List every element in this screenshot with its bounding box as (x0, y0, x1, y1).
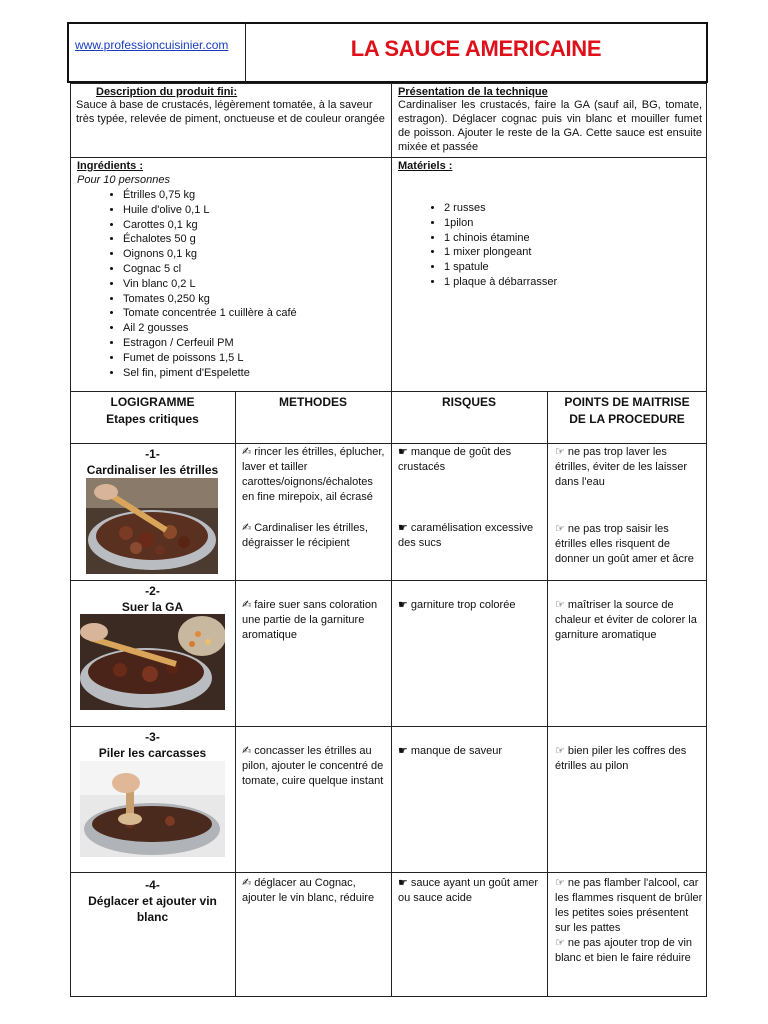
ingredient-item: • Cognac 5 cl (123, 262, 377, 277)
materiel-item: • 2 russes (444, 201, 698, 216)
pointing-hand-icon: ☛ (398, 521, 408, 534)
step-4-maitrise-b: ☞ ne pas ajouter trop de vin blanc et bien le faire réduire (555, 936, 693, 964)
ingredient-item: • Estragon / Cerfeuil PM (123, 336, 377, 351)
pan-illustration (80, 614, 225, 710)
page-title: LA SAUCE AMERICAINE (350, 36, 602, 61)
website-link[interactable]: www.professioncuisinier.com (75, 38, 229, 52)
step-1-header (70, 446, 235, 478)
pan-illustration (80, 761, 225, 857)
description-text: Sauce à base de crustacés, légèrement tomatée, à la saveur très typée, relevée de piment, onctueuse et de couleur orangée (76, 99, 385, 125)
writing-hand-icon: ✍ (242, 876, 252, 889)
step-2-photo (80, 614, 225, 710)
materiels-label: Matériels : (398, 160, 453, 172)
pan-illustration (86, 478, 218, 574)
step-3-methode-a: ✍ concasser les étrilles au pilon, ajouter le concentré de tomate, cuire quelque instant (242, 744, 384, 787)
col-header-maitrise (547, 394, 707, 428)
step-3-photo (80, 761, 225, 857)
ingredient-item: • Oignons 0,1 kg (123, 247, 377, 262)
materiel-item: • 1pilon (444, 216, 698, 231)
step-col-divider-3 (547, 443, 548, 997)
col-header-logigramme-line1: LOGIGRAMME (110, 395, 195, 409)
step-4-title: Déglacer et ajouter vin blanc (88, 894, 217, 924)
step-4-header (70, 877, 235, 925)
col-header-logigramme (70, 394, 235, 428)
ingredient-item: • Tomate concentrée 1 cuillère à café (123, 306, 377, 321)
pointing-hand-icon: ☛ (398, 876, 408, 889)
step-1-methode-b: ✍ Cardinaliser les étrilles, dégraisser le récipient (242, 521, 368, 549)
step-4-number: -4- (145, 878, 160, 892)
pointing-hand-outline-icon: ☞ (555, 522, 565, 535)
col-header-maitrise-line2: DE LA PROCEDURE (569, 412, 685, 426)
writing-hand-icon: ✍ (242, 744, 252, 757)
step-1-photo (86, 478, 218, 574)
step-1-risque-a: ☛ manque de goût des crustacés (398, 445, 512, 473)
presentation-label: Présentation de la technique (398, 86, 548, 98)
writing-hand-icon: ✍ (242, 598, 252, 611)
step-2-risque-a: ☛ garniture trop colorée (398, 598, 516, 611)
row-divider-2 (70, 726, 707, 727)
step-3-header (70, 729, 235, 761)
ingredient-item: • Sel fin, piment d'Espelette (123, 366, 377, 381)
step-2-title: Suer la GA (121, 600, 184, 614)
step-1-methode-a: ✍ rincer les étrilles, éplucher, laver et tailler carottes/oignons/échalotes en fine mirepoix, ail écrasé (242, 445, 385, 503)
col-header-logigramme-line2: Etapes critiques (106, 412, 199, 426)
pointing-hand-outline-icon: ☞ (555, 598, 565, 611)
step-1-risque-b: ☛ caramélisation excessive des sucs (398, 521, 534, 549)
materiel-item: • 1 plaque à débarrasser (444, 275, 698, 290)
step-3-risque-a: ☛ manque de saveur (398, 744, 502, 757)
description-divider (391, 83, 392, 158)
pointing-hand-outline-icon: ☞ (555, 445, 565, 458)
pointing-hand-icon: ☛ (398, 744, 408, 757)
ingredient-item: • Huile d'olive 0,1 L (123, 203, 377, 218)
description-label: Description du produit fini: (96, 86, 238, 98)
ingredient-item: • Étrilles 0,75 kg (123, 188, 377, 203)
step-3-title: Piler les carcasses (98, 746, 207, 760)
step-2-number: -2- (145, 584, 160, 598)
materiel-item: • 1 mixer plongeant (444, 245, 698, 260)
step-2-header (70, 583, 235, 615)
ingredient-item: • Vin blanc 0,2 L (123, 277, 377, 292)
step-col-divider-1 (235, 443, 236, 997)
row-divider-1 (70, 580, 707, 581)
step-1-title: Cardinaliser les étrilles (86, 463, 219, 477)
materiels-list (398, 201, 698, 290)
step-3-number: -3- (145, 730, 160, 744)
ingredients-portion: Pour 10 personnes (77, 174, 170, 186)
col-header-methodes: METHODES (278, 395, 347, 409)
step-1-number: -1- (145, 447, 160, 461)
step-1-maitrise-b: ☞ ne pas trop saisir les étrilles elles risquent de donner un goût amer et âcre (555, 522, 694, 565)
materiel-item: • 1 chinois étamine (444, 231, 698, 246)
row-divider-3 (70, 872, 707, 873)
step-4-methode-a: ✍ déglacer au Cognac, ajouter le vin blanc, réduire (242, 876, 375, 904)
pointing-hand-outline-icon: ☞ (555, 936, 565, 949)
pointing-hand-icon: ☛ (398, 445, 408, 458)
step-1-maitrise-a: ☞ ne pas trop laver les étrilles, éviter de les laisser dans l'eau (555, 445, 688, 488)
pointing-hand-outline-icon: ☞ (555, 744, 565, 757)
writing-hand-icon: ✍ (242, 445, 252, 458)
step-2-methode-a: ✍ faire suer sans coloration une partie de la garniture aromatique (242, 598, 378, 641)
ingredient-item: • Carottes 0,1 kg (123, 218, 377, 233)
step-col-divider-2 (391, 443, 392, 997)
materiel-item: • 1 spatule (444, 260, 698, 275)
ingredients-list (77, 188, 377, 380)
ingredients-divider (391, 157, 392, 392)
ingredient-item: • Échalotes 50 g (123, 232, 377, 247)
step-4-maitrise-a: ☞ ne pas flamber l'alcool, car les flammes risquent de brûler les petites soies présentent sur les pattes (555, 876, 703, 934)
ingredients-label: Ingrédients : (77, 160, 144, 172)
pointing-hand-outline-icon: ☞ (555, 876, 565, 889)
presentation-text: Cardinaliser les crustacés, faire la GA (sauf ail, BG, tomate, estragon). Déglacer cognac puis vin blanc et mouiller fumet de poisson. Ajouter le reste de la GA. Cette sauce est ensuite mixée et passée (398, 99, 702, 153)
col-header-maitrise-line1: POINTS DE MAITRISE (564, 395, 690, 409)
col-header-risques: RISQUES (441, 395, 496, 409)
step-3-maitrise-a: ☞ bien piler les coffres des étrilles au pilon (555, 744, 687, 772)
ingredient-item: • Ail 2 gousses (123, 321, 377, 336)
pointing-hand-icon: ☛ (398, 598, 408, 611)
writing-hand-icon: ✍ (242, 521, 252, 534)
step-2-maitrise-a: ☞ maîtriser la source de chaleur et éviter de colorer la garniture aromatique (555, 598, 697, 641)
step-4-risque-a: ☛ sauce ayant un goût amer ou sauce acide (398, 876, 539, 904)
ingredient-item: • Tomates 0,250 kg (123, 292, 377, 307)
ingredient-item: • Fumet de poissons 1,5 L (123, 351, 377, 366)
